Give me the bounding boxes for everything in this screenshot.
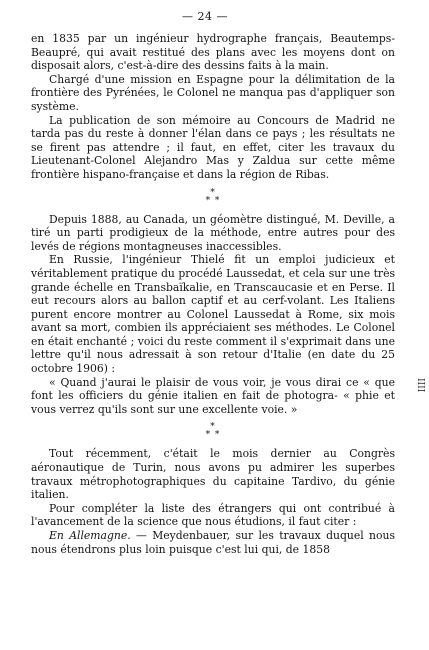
- paragraph-2: Chargé d'une mission en Espagne pour la délimitation de la frontière des Pyrénées, le Colonel ne manqua pas d'appliquer son système.: [31, 72, 395, 113]
- paragraph-5: En Russie, l'ingénieur Thielé fit un emploi judicieux et véritablement pratique du procédé Laussedat, et cela sur une très grande échelle en Transbaïkalie, en Transcaucasie et en Perse. Il eut recours alors au ballon captif et au cerf-volant. Les Italiens purent encore montrer au Colonel Laussedat à Rome, six mois avant sa mort, combien ils appréciaient ses méthodes. Le Colonel en était enchanté ; voici du reste comment il s'exprimait dans une lettre qu'il nous adressait à son retour d'Italie (en date du 25 octobre 1906) :: [31, 253, 395, 376]
- separator-bottom: * *: [205, 430, 221, 441]
- separator-top: *: [210, 422, 216, 433]
- section-separator-2: [31, 423, 395, 439]
- paragraph-1: en 1835 par un ingénieur hydrographe français, Beautemps-Beaupré, qui avait restitué des plans avec les moyens dont on disposait alors, c'est-à-dire des dessins faits à la main.: [31, 32, 395, 73]
- paragraph-7: Pour compléter la liste des étrangers qui ont contribué à l'avancement de la science que nous étudions, il faut citer :: [31, 501, 395, 529]
- margin-mark: IIII: [415, 378, 425, 393]
- page-number: — 24 —: [182, 10, 228, 23]
- separator-top: *: [210, 187, 216, 198]
- paragraph-4: Depuis 1888, au Canada, un géomètre distingué, M. Deville, a tiré un parti prodigieux de la méthode, entre autres pour des levés de régions montagneuses inaccessibles.: [31, 212, 395, 253]
- text-column: [31, 32, 395, 556]
- paragraph-8-text: — Meydenbauer, sur les travaux duquel nous nous étendrons plus loin puisque c'est lui qui, de 1858: [31, 529, 395, 556]
- quote-paragraph: « Quand j'aurai le plaisir de vous voir, je vous dirai ce « que font les officiers du génie italien en fait de photogra- « phie et vous verrez qu'ils sont sur une excellente voie. »: [31, 375, 395, 416]
- paragraph-3: La publication de son mémoire au Concours de Madrid ne tarda pas du reste à donner l'élan dans ce pays ; les résultats ne se firent pas attendre ; il faut, en effet, citer les travaux du Lieutenant-Colonel Alejandro Mas y Zaldua sur cette même frontière hispano-française et dans la région de Ribas.: [31, 113, 395, 181]
- paragraph-8-lead: En Allemagne.: [49, 529, 131, 542]
- paragraph-8: [31, 529, 395, 556]
- separator-bottom: * *: [205, 195, 221, 206]
- paragraph-6: Tout récemment, c'était le mois dernier au Congrès aéronautique de Turin, nous avons pu admirer les superbes travaux métrophotographiques du capitaine Tardivo, du génie italien.: [31, 447, 395, 502]
- section-separator-1: [31, 189, 395, 205]
